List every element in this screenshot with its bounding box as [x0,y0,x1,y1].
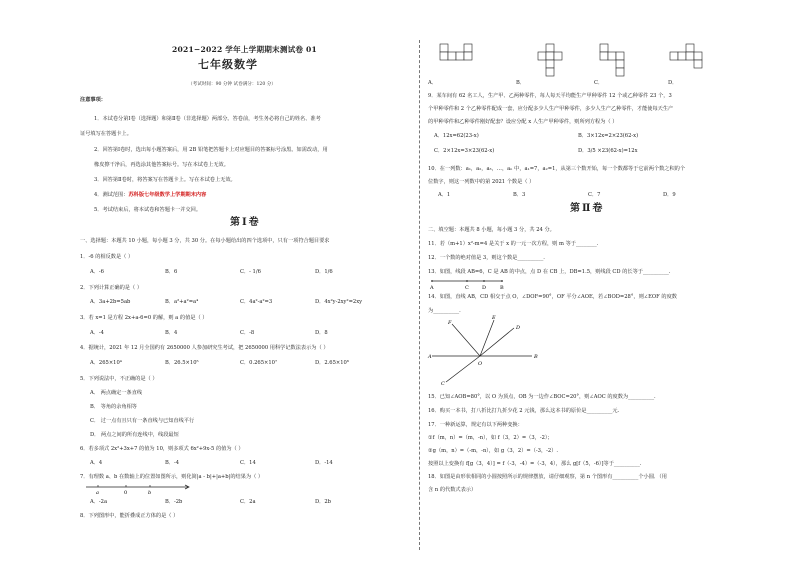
seg-label-c: C [465,285,469,291]
q3-option-a: A．-4 [90,330,104,336]
axis-label-0: 0 [124,490,128,496]
q4-option-d: D．2.65×10⁶ [315,360,349,366]
q9-option-a: A．12x=62(23-x) [434,133,479,139]
notes-heading: 注意事项： [80,97,106,103]
note-5: 5．考试结束后，将本试卷和答题卡一并交回。 [94,207,202,213]
note-3: 3．回答第Ⅱ卷时，将答案写在答题卡上。写在本试卷上无效。 [94,177,236,183]
question-10-line-1: 10．在一列数：a₁，a₂，a₃，…，aₙ 中，a₁=7，a₂=1，从第三个数开始，每一个数都等于它前两个数之积的个 [428,166,686,172]
q2-option-a: A．3a+2b=5ab [90,299,131,305]
q10-option-c: C．7 [588,192,601,198]
q2-option-c: C．4a²-a²=3 [240,299,273,305]
angle-label-c: C [441,381,445,387]
part2-title: 第Ⅱ卷 [570,203,605,214]
seg-label-a: A [430,285,434,291]
note-1b: 证号填写在答题卡上。 [80,131,132,137]
angle-label-e: E [492,315,496,321]
axis-label-a: a [96,490,99,496]
question-7: 7．有理数 a、b 在数轴上的位置如图所示，则化简|a - b|+|a+b|的结果为（ ） [80,474,264,480]
q10-option-a: A．1 [438,192,451,198]
q8-option-c: C． [594,80,604,86]
note-4 [94,192,206,198]
net-b-figure [536,42,576,78]
exam-meta: （考试时间：90 分钟 试卷满分：120 分） [188,82,276,87]
column-divider [419,40,420,550]
q1-option-a: A．-6 [90,269,104,275]
q6-option-d: D．-14 [315,460,333,466]
question-15: 15．已知∠AOB=80°，以 O 为顶点，OB 为一边作∠BOC=20°，则∠AOC 的度数为__________. [428,394,656,400]
q3-option-d: D．8 [315,330,328,336]
exam-title: 2021−2022 学年上学期期末测试卷 01 [172,45,318,54]
angle-label-d: D [516,325,521,331]
q3-option-b: B．4 [165,330,178,336]
q7-number-line [84,482,194,496]
angle-label-f: F [448,320,452,326]
question-11: 11．若（m+1）x²-m=4 是关于 x 的一元一次方程，则 m 等于________. [428,241,599,247]
axis-label-b: b [148,490,152,496]
net-a-figure [438,42,498,78]
note-2b: 橡皮擦干净后，再选涂其他答案标号。写在本试卷上无效。 [94,162,229,168]
q7-option-d: D．2b [315,499,331,505]
note-2: 2．回答第Ⅰ卷时，选出每小题答案后，用 2B 铅笔把答题卡上对应题目的答案标号涂黑。如需改动，用 [94,147,328,153]
q7-option-c: C．2a [240,499,256,505]
question-1: 1．-6 的相反数是（ ） [80,254,134,260]
q3-option-c: C．-8 [240,330,255,336]
question-12: 12．一个数的绝对值是 3，则这个数是__________. [428,255,545,261]
q1-option-d: D．1/6 [315,269,333,275]
question-4: 4．据统计，2021 年 12 月全国约有 2650000 人参加研究生考试，把 2650000 用科学记数法表示为（ ） [80,345,329,351]
q1-option-c: C．- 1/6 [240,269,261,275]
question-6: 6．若多项式 2x²+3x+7 的值为 10，则多项式 6x²+9x-5 的值为（ ） [80,446,244,452]
angle-label-o: O [478,361,483,367]
question-9-line-1: 9．某车间有 62 名工人，生产甲、乙两种零件，每人每天平均能生产甲种零件 12 个或乙种零件 23 个，3 [428,93,672,99]
angle-label-b: B [534,354,538,360]
question-8: 8．下列图形中，能折叠成正方体的是（ ） [80,513,179,519]
net-c-figure [598,42,638,78]
net-d-figure [668,42,708,78]
q6-option-c: C．14 [240,460,256,466]
question-13: 13．如图，线段 AB=6，C 是 AB 的中点，点 D 在 CB 上，DB=1.5，则线段 CD 的长等于__________. [428,269,671,275]
q4-option-c: C．0.265×10⁷ [240,360,278,366]
q10-option-b: B．3 [513,192,526,198]
seg-label-d: D [482,285,487,291]
question-2: 2．下列计算正确的是（ ） [80,285,143,291]
part1-title: 第Ⅰ卷 [230,217,261,228]
question-9-line-2: 个甲种零件和 2 个乙种零件配成一套，应分配多少人生产甲种零件，多少人生产乙种零件，才能使每天生产 [428,106,674,112]
q8-option-a: A． [428,80,437,86]
q7-option-b: B．-2b [165,499,183,505]
q9-option-c: C．2×12x=3×23(62-x) [434,148,495,154]
q9-option-b: B．3×12x=2×23(62-x) [578,133,639,139]
q1-option-b: B．6 [165,269,178,275]
question-18-line-2: 含 n 的代数式表示） [428,487,477,493]
question-3: 3．若 x=1 是方程 2x+a-6=0 的解，则 a 的值是（ ） [80,315,208,321]
question-16: 16．购买一本书，打八折比打九折少花 2 元钱，那么这本书的原价是__________元. [428,408,620,414]
test-scope: 苏科版七年级数学上学期期末内容 [128,192,207,198]
q17-example: 按照以上变换有 f[g（3，4）] = f（-3，-4）=（-3，4），那么 g[f（5，-6）]等于__________. [428,461,642,467]
subject-title: 七年级数学 [198,58,258,71]
q9-option-d: D．3/5 ×23(62-x)=12x [578,148,638,154]
q13-segment-figure [428,278,508,292]
part2-intro: 二、填空题：本题共 8 小题，每小题 3 分，共 24 分。 [428,227,555,233]
question-18-line-1: 18．如图是由形状相同的小圆按照所示的规律摆放，请仔细观察，第 n 个图形有__________个小圆．（用 [428,474,667,480]
angle-label-a: A [428,354,432,360]
note-4-label: 4．测试范围： [94,192,129,198]
q4-option-b: B．26.5×10⁵ [165,360,199,366]
q6-option-a: A．4 [90,460,103,466]
q8-option-d: D． [668,80,678,86]
q7-option-a: A．-2a [90,499,108,505]
q17-rule-2: ②g（m，n）=（-m，-n），如 g（3，2）=（-3，-2）. [428,448,559,454]
note-1: 1．本试卷分第Ⅰ卷（选择题）和第Ⅱ卷（非选择题）两部分。答卷前，考生务必将自己的姓名、准考 [94,116,321,122]
q17-rule-1: ①f（m，n）=（m，-n），如 f（3，2）=（3，-2）； [428,435,553,441]
q14-angle-figure [428,314,548,386]
q5-option-a: A． 两点确定一条直线 [90,390,143,396]
q2-option-d: D．4x²y-2xy²=2xy [315,299,363,305]
q5-option-c: C． 过一点有且只有一条直线与已知直线平行 [90,418,195,424]
question-10-line-2: 位数字，则这一列数中的第 2021 个数是（ ） [428,179,535,185]
question-17: 17．一种新运算，规定有以下两种变换： [428,422,523,428]
q5-option-d: D． 两点之间的所有连线中，线段最短 [90,432,179,438]
seg-label-b: B [500,285,504,291]
question-5: 5．下列说法中，不正确的是（ ） [80,376,158,382]
q10-option-d: D．9 [663,192,676,198]
question-14: 14．如图，直线 AB，CD 相交于点 O，∠DOF=90°，OF 平分∠AOE，若∠BOD=28°，则∠EOF 的度数 [428,294,677,300]
question-14-cont: 为__________. [428,308,461,314]
q4-option-a: A．265×10⁴ [90,360,122,366]
q2-option-b: B．a²+a²=a⁴ [165,299,199,305]
q8-option-b: B． [516,80,525,86]
question-9-line-3: 的甲种零件和乙种零件刚好配套？设应分配 x 人生产甲种零件，则所列方程为（ ） [428,119,618,125]
part1-intro: 一、选择题：本题共 10 小题，每小题 3 分，共 30 分。在每小题给出的四个选项中，只有一项符合题目要求 [80,238,330,244]
q5-option-b: B． 等角的余角相等 [90,404,137,410]
q6-option-b: B．-4 [165,460,180,466]
